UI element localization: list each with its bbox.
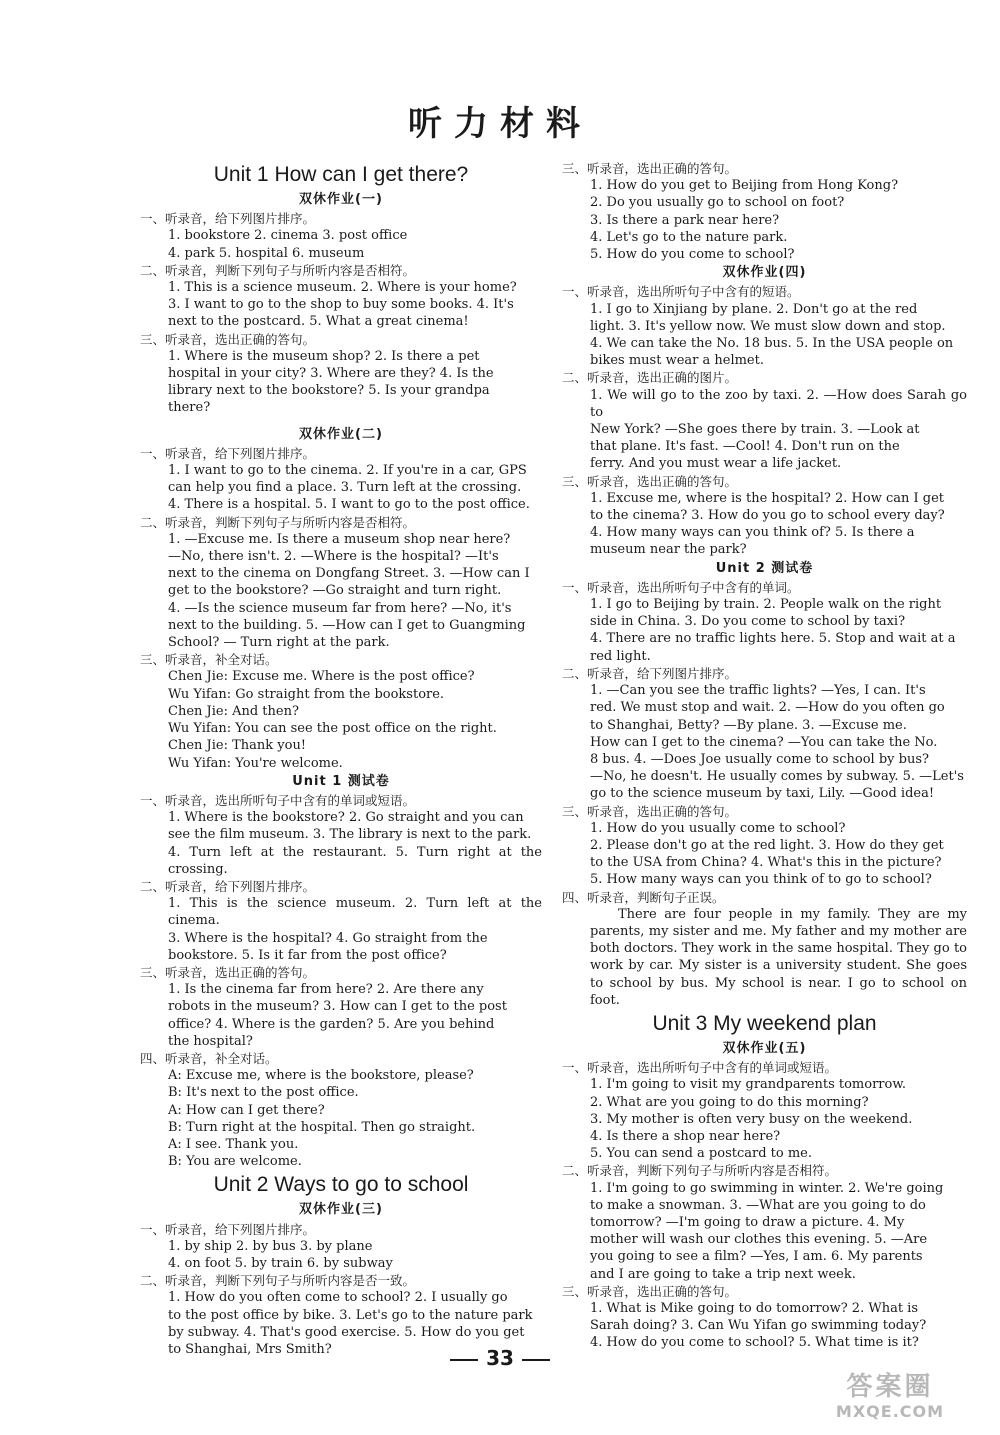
section-title: 双休作业(二)	[299, 426, 383, 442]
page-number: 33	[486, 1346, 514, 1370]
question-heading: 三、听录音，补全对话。	[140, 652, 278, 668]
watermark-logo: 答案圈	[846, 1372, 934, 1402]
text-line: light. 3. It's yellow now. We must slow down and stop.	[590, 318, 946, 334]
text-line: 2. Please don't go at the red light. 3. How do they get	[590, 837, 944, 853]
left-column	[140, 160, 542, 1358]
text-line: to the post office by bike. 3. Let's go to the nature park	[168, 1307, 533, 1323]
text-line: 2. Do you usually go to school on foot?	[590, 195, 845, 211]
text-line: 1. Where is the bookstore? 2. Go straight and you can	[168, 810, 524, 826]
text-line: School? — Turn right at the park.	[168, 635, 390, 651]
text-line: 4. There are no traffic lights here. 5. Stop and wait at a	[590, 631, 956, 647]
question-heading: 三、听录音，选出正确的答句。	[562, 1283, 738, 1299]
text-line: 1. How do you get to Beijing from Hong Kong?	[590, 178, 899, 194]
text-line: and I are going to take a trip next week.	[590, 1266, 856, 1282]
question-heading: 二、听录音，判断下列句子与所听内容是否相符。	[140, 514, 416, 530]
text-line: hospital in your city? 3. Where are they? 4. Is the	[168, 366, 494, 382]
text-line: Wu Yifan: Go straight from the bookstore.	[168, 686, 445, 702]
text-line: you going to see a film? —Yes, I am. 6. My parents	[590, 1249, 923, 1265]
text-line: B: It's next to the post office.	[168, 1085, 359, 1101]
unit-title: Unit 3 My weekend plan	[652, 1011, 877, 1035]
text-line: 1. Is the cinema far from here? 2. Are there any	[168, 982, 484, 998]
text-line: library next to the bookstore? 5. Is your grandpa	[168, 383, 490, 399]
text-line: by subway. 4. That's good exercise. 5. How do you get	[168, 1324, 525, 1340]
text-line: 1. —Can you see the traffic lights? —Yes, I can. It's	[590, 683, 926, 699]
text-line: 1. How do you often come to school? 2. I usually go	[168, 1290, 508, 1306]
question-heading: 三、听录音，选出正确的答句。	[140, 964, 316, 980]
question-heading: 四、听录音，补全对话。	[140, 1050, 278, 1066]
text-line: 3. Is there a park near here?	[590, 212, 780, 228]
text-line: bookstore. 5. Is it far from the post office?	[168, 947, 447, 963]
section-title: Unit 1 测试卷	[292, 773, 390, 789]
text-line: next to the building. 5. —How can I get to Guangming	[168, 617, 526, 633]
text-line: Chen Jie: Excuse me. Where is the post office?	[168, 669, 475, 685]
text-line: 3. I want to go to the shop to buy some books. 4. It's	[168, 297, 514, 313]
text-line: 1. I go to Xinjiang by plane. 2. Don't go at the red	[590, 301, 918, 317]
question-heading: 一、听录音，选出所听句子中含有的短语。	[562, 284, 800, 300]
text-line: Wu Yifan: You're welcome.	[168, 755, 343, 771]
text-line: How can I get to the cinema? —You can take the No.	[590, 734, 938, 750]
section-title: 双休作业(三)	[299, 1202, 383, 1218]
text-line: —No, there isn't. 2. —Where is the hospital? —It's	[168, 549, 499, 565]
text-line: 1. Where is the museum shop? 2. Is there a pet	[168, 348, 480, 364]
dash-right	[522, 1359, 550, 1361]
text-line: side in China. 3. Do you come to school by taxi?	[590, 614, 906, 630]
section-title: Unit 2 测试卷	[715, 560, 814, 576]
text-line: 3. My mother is often very busy on the weekend.	[590, 1111, 913, 1127]
right-column	[562, 160, 967, 1352]
question-heading: 二、听录音，给下列图片排序。	[562, 665, 738, 681]
question-heading: 四、听录音，判断句子正误。	[562, 889, 725, 905]
text-line: red. We must stop and wait. 2. —How do you often go	[590, 700, 945, 716]
text-line: Sarah doing? 3. Can Wu Yifan go swimming today?	[590, 1318, 927, 1334]
text-line: 1. This is the science museum. 2. Turn left at the cinema.	[168, 896, 542, 929]
text-line: get to the bookstore? —Go straight and turn right.	[168, 583, 502, 599]
text-line: tomorrow? —I'm going to draw a picture. 4. My	[590, 1214, 905, 1230]
text-line: 4. There is a hospital. 5. I want to go to the post office.	[168, 497, 530, 513]
text-line: 4. How many ways can you think of? 5. Is there a	[590, 525, 915, 541]
text-line: —No, he doesn't. He usually comes by subway. 5. —Let's	[590, 769, 964, 785]
text-line: 1. I want to go to the cinema. 2. If you're in a car, GPS	[168, 463, 527, 479]
dash-left	[450, 1359, 478, 1361]
unit-title: Unit 1 How can I get there?	[213, 163, 469, 186]
section-title: 双休作业(四)	[722, 265, 807, 281]
text-line: 4. Turn left at the restaurant. 5. Turn right at the crossing.	[168, 844, 542, 877]
question-heading: 二、听录音，判断下列句子与所听内容是否一致。	[140, 1273, 416, 1289]
text-line: 1. We will go to the zoo by taxi. 2. —How does Sarah go to	[590, 387, 967, 420]
text-line: B: You are welcome.	[168, 1154, 302, 1170]
text-line: to the cinema? 3. How do you go to school every day?	[590, 508, 945, 524]
text-line: 4. Is there a shop near here?	[590, 1128, 781, 1144]
text-line: 1. by ship 2. by bus 3. by plane	[168, 1238, 373, 1254]
text-line: 1. —Excuse me. Is there a museum shop near here?	[168, 531, 511, 547]
text-line: 8 bus. 4. —Does Joe usually come to school by bus?	[590, 751, 929, 767]
text-line: 1. bookstore 2. cinema 3. post office	[168, 228, 408, 244]
unit-title: Unit 2 Ways to go to school	[213, 1173, 469, 1197]
page-title: 听力材料	[408, 104, 592, 144]
text-line: 1. What is Mike going to do tomorrow? 2. What is	[590, 1301, 919, 1316]
text-line: see the film museum. 3. The library is next to the park.	[168, 827, 532, 843]
question-heading: 三、听录音，选出正确的答句。	[562, 161, 738, 176]
question-heading: 一、听录音，选出所听句子中含有的单词或短语。	[140, 792, 416, 808]
text-line: 3. Where is the hospital? 4. Go straight from the	[168, 930, 488, 946]
text-line: Chen Jie: And then?	[168, 703, 299, 719]
text-line: robots in the museum? 3. How can I get to the post	[168, 999, 507, 1015]
text-line: there?	[168, 400, 211, 416]
text-line: 1. I'm going to visit my grandparents tomorrow.	[590, 1077, 907, 1093]
question-heading: 一、听录音，给下列图片排序。	[140, 211, 316, 227]
text-line: B: Turn right at the hospital. Then go straight.	[168, 1119, 476, 1135]
text-line: 4. on foot 5. by train 6. by subway	[168, 1255, 393, 1271]
question-heading: 三、听录音，选出正确的答句。	[562, 473, 738, 489]
question-heading: 二、听录音，选出正确的图片。	[562, 370, 738, 386]
question-heading: 二、听录音，判断下列句子与所听内容是否相符。	[562, 1163, 838, 1179]
text-line: 1. I go to Beijing by train. 2. People walk on the right	[590, 597, 942, 613]
text-line: 5. How do you come to school?	[590, 247, 795, 263]
text-line: to Shanghai, Betty? —By plane. 3. —Excuse me.	[590, 717, 907, 733]
watermark	[800, 1372, 980, 1428]
question-heading: 一、听录音，给下列图片排序。	[140, 1221, 316, 1237]
question-heading: 三、听录音，选出正确的答句。	[140, 331, 316, 347]
text-line: 4. park 5. hospital 6. museum	[168, 245, 365, 261]
text-line: A: I see. Thank you.	[168, 1136, 299, 1152]
text-line: New York? —She goes there by train. 3. —Look at	[590, 422, 920, 438]
question-heading: 二、听录音，判断下列句子与所听内容是否相符。	[140, 262, 416, 278]
text-line: to Shanghai, Mrs Smith?	[168, 1342, 332, 1357]
question-heading: 一、听录音，选出所听句子中含有的单词。	[562, 579, 800, 595]
text-line: bikes must wear a helmet.	[590, 353, 764, 369]
text-line: Wu Yifan: You can see the post office on the right.	[168, 721, 497, 737]
text-line: red light.	[590, 648, 651, 664]
text-line: that plane. It's fast. —Cool! 4. Don't run on the	[590, 439, 900, 455]
text-line: A: How can I get there?	[168, 1102, 325, 1118]
paragraph: There are four people in my family. They are my parents, my sister and me. My father and my mother are both doctors. They work in the same hospital. They go to work by car. My sister is a university student. She goes to school by bus. My school is near. I go to school on foot.	[590, 906, 967, 1008]
text-line: to make a snowman. 3. —What are you going to do	[590, 1197, 926, 1213]
text-line: next to the cinema on Dongfang Street. 3. —How can I	[168, 566, 530, 582]
text-line: 1. How do you usually come to school?	[590, 820, 846, 836]
question-heading: 一、听录音，给下列图片排序。	[140, 445, 316, 461]
text-line: 2. What are you going to do this morning?	[590, 1094, 869, 1110]
question-heading: 三、听录音，选出正确的答句。	[562, 803, 738, 819]
spacer	[140, 417, 542, 425]
text-line: 1. Excuse me, where is the hospital? 2. How can I get	[590, 490, 944, 506]
text-line: 4. Let's go to the nature park.	[590, 229, 788, 245]
question-heading: 二、听录音，给下列图片排序。	[140, 878, 316, 894]
text-line: Chen Jie: Thank you!	[168, 738, 307, 754]
section-title: 双休作业(五)	[722, 1040, 807, 1056]
section-title: 双休作业(一)	[299, 192, 383, 207]
text-line: 4. We can take the No. 18 bus. 5. In the USA people on	[590, 336, 954, 352]
text-line: 5. How many ways can you think of to go to school?	[590, 872, 932, 888]
text-line: next to the postcard. 5. What a great cinema!	[168, 314, 469, 330]
page-number-container	[0, 1346, 1000, 1370]
text-line: can help you find a place. 3. Turn left at the crossing.	[168, 480, 522, 496]
text-line: 1. I'm going to go swimming in winter. 2. We're going	[590, 1180, 944, 1196]
text-line: ferry. And you must wear a life jacket.	[590, 456, 842, 472]
text-line: office? 4. Where is the garden? 5. Are you behind	[168, 1016, 495, 1032]
text-line: 1. This is a science museum. 2. Where is your home?	[168, 280, 517, 296]
watermark-url: MXQE.COM	[835, 1402, 945, 1421]
question-heading: 一、听录音，选出所听句子中含有的单词或短语。	[562, 1060, 838, 1076]
text-line: go to the science museum by taxi, Lily. —Good idea!	[590, 786, 935, 802]
text-line: to the USA from China? 4. What's this in the picture?	[590, 855, 942, 871]
text-line: museum near the park?	[590, 542, 747, 558]
text-line: 4. —Is the science museum far from here? —No, it's	[168, 600, 512, 616]
text-line: mother will wash our clothes this evening. 5. —Are	[590, 1232, 928, 1248]
text-line: the hospital?	[168, 1033, 253, 1049]
text-line: 5. You can send a postcard to me.	[590, 1146, 813, 1162]
text-line: 4. How do you come to school? 5. What time is it?	[590, 1335, 919, 1351]
text-line: A: Excuse me, where is the bookstore, please?	[168, 1068, 474, 1084]
